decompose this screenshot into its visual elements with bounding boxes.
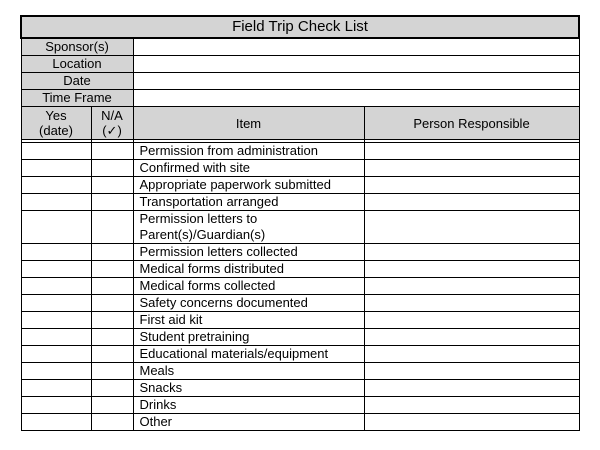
yes-date-header: Yes (date) bbox=[21, 107, 91, 140]
person-responsible-cell[interactable] bbox=[364, 363, 579, 380]
yes-date-cell[interactable] bbox=[21, 261, 91, 278]
na-check-cell[interactable] bbox=[91, 346, 133, 363]
table-row bbox=[21, 380, 579, 397]
sponsor-field[interactable] bbox=[133, 38, 579, 56]
table-row bbox=[21, 397, 579, 414]
info-row-time-frame bbox=[21, 90, 579, 107]
yes-date-cell[interactable] bbox=[21, 414, 91, 431]
item-cell: Meals bbox=[133, 363, 364, 380]
table-row bbox=[21, 278, 579, 295]
yes-date-cell[interactable] bbox=[21, 346, 91, 363]
yes-date-cell[interactable] bbox=[21, 295, 91, 312]
item-header: Item bbox=[133, 107, 364, 140]
field-trip-checklist-table bbox=[20, 15, 580, 431]
na-check-cell[interactable] bbox=[91, 194, 133, 211]
time-frame-field[interactable] bbox=[133, 90, 579, 107]
yes-date-cell[interactable] bbox=[21, 278, 91, 295]
checklist-items bbox=[21, 143, 579, 431]
info-row-location bbox=[21, 56, 579, 73]
yes-date-cell[interactable] bbox=[21, 160, 91, 177]
item-cell: Confirmed with site bbox=[133, 160, 364, 177]
yes-date-cell[interactable] bbox=[21, 329, 91, 346]
na-check-cell[interactable] bbox=[91, 211, 133, 244]
person-responsible-cell[interactable] bbox=[364, 346, 579, 363]
location-label: Location bbox=[21, 56, 133, 73]
person-responsible-cell[interactable] bbox=[364, 414, 579, 431]
table-row bbox=[21, 363, 579, 380]
person-responsible-cell[interactable] bbox=[364, 177, 579, 194]
yes-date-cell[interactable] bbox=[21, 397, 91, 414]
na-check-cell[interactable] bbox=[91, 363, 133, 380]
column-header-row bbox=[21, 107, 579, 140]
table-row bbox=[21, 261, 579, 278]
na-check-cell[interactable] bbox=[91, 295, 133, 312]
item-cell: Permission letters to Parent(s)/Guardian(s) bbox=[133, 211, 364, 244]
item-cell: Transportation arranged bbox=[133, 194, 364, 211]
checklist-title: Field Trip Check List bbox=[21, 16, 579, 38]
yes-date-cell[interactable] bbox=[21, 194, 91, 211]
item-cell: Medical forms collected bbox=[133, 278, 364, 295]
item-cell: Safety concerns documented bbox=[133, 295, 364, 312]
person-responsible-cell[interactable] bbox=[364, 194, 579, 211]
item-cell: Permission from administration bbox=[133, 143, 364, 160]
na-check-cell[interactable] bbox=[91, 177, 133, 194]
table-row bbox=[21, 177, 579, 194]
na-check-cell[interactable] bbox=[91, 278, 133, 295]
na-check-cell[interactable] bbox=[91, 414, 133, 431]
table-row bbox=[21, 211, 579, 244]
table-row bbox=[21, 414, 579, 431]
person-responsible-cell[interactable] bbox=[364, 278, 579, 295]
table-row bbox=[21, 312, 579, 329]
item-cell: Other bbox=[133, 414, 364, 431]
person-responsible-cell[interactable] bbox=[364, 380, 579, 397]
yes-date-cell[interactable] bbox=[21, 312, 91, 329]
date-field[interactable] bbox=[133, 73, 579, 90]
table-row bbox=[21, 244, 579, 261]
person-responsible-cell[interactable] bbox=[364, 244, 579, 261]
na-check-header: N/A (✓) bbox=[91, 107, 133, 140]
table-row bbox=[21, 329, 579, 346]
yes-date-cell[interactable] bbox=[21, 211, 91, 244]
person-responsible-header: Person Responsible bbox=[364, 107, 579, 140]
table-row bbox=[21, 160, 579, 177]
item-cell: Drinks bbox=[133, 397, 364, 414]
item-cell: Medical forms distributed bbox=[133, 261, 364, 278]
table-row bbox=[21, 295, 579, 312]
na-check-cell[interactable] bbox=[91, 143, 133, 160]
person-responsible-cell[interactable] bbox=[364, 312, 579, 329]
item-cell: Appropriate paperwork submitted bbox=[133, 177, 364, 194]
title-row bbox=[21, 16, 579, 38]
item-cell: Snacks bbox=[133, 380, 364, 397]
location-field[interactable] bbox=[133, 56, 579, 73]
table-row bbox=[21, 346, 579, 363]
item-cell: Student pretraining bbox=[133, 329, 364, 346]
na-check-cell[interactable] bbox=[91, 329, 133, 346]
na-check-cell[interactable] bbox=[91, 397, 133, 414]
person-responsible-cell[interactable] bbox=[364, 295, 579, 312]
info-row-date bbox=[21, 73, 579, 90]
item-cell: Educational materials/equipment bbox=[133, 346, 364, 363]
date-label: Date bbox=[21, 73, 133, 90]
yes-date-cell[interactable] bbox=[21, 143, 91, 160]
yes-date-cell[interactable] bbox=[21, 363, 91, 380]
na-check-cell[interactable] bbox=[91, 312, 133, 329]
time-frame-label: Time Frame bbox=[21, 90, 133, 107]
person-responsible-cell[interactable] bbox=[364, 143, 579, 160]
yes-date-cell[interactable] bbox=[21, 380, 91, 397]
person-responsible-cell[interactable] bbox=[364, 397, 579, 414]
person-responsible-cell[interactable] bbox=[364, 329, 579, 346]
na-check-cell[interactable] bbox=[91, 160, 133, 177]
na-check-cell[interactable] bbox=[91, 261, 133, 278]
info-row-sponsor bbox=[21, 38, 579, 56]
sponsor-label: Sponsor(s) bbox=[21, 38, 133, 56]
na-check-cell[interactable] bbox=[91, 380, 133, 397]
table-row bbox=[21, 194, 579, 211]
item-cell: First aid kit bbox=[133, 312, 364, 329]
na-check-cell[interactable] bbox=[91, 244, 133, 261]
person-responsible-cell[interactable] bbox=[364, 211, 579, 244]
yes-date-cell[interactable] bbox=[21, 177, 91, 194]
item-cell: Permission letters collected bbox=[133, 244, 364, 261]
person-responsible-cell[interactable] bbox=[364, 160, 579, 177]
table-row bbox=[21, 143, 579, 160]
yes-date-cell[interactable] bbox=[21, 244, 91, 261]
person-responsible-cell[interactable] bbox=[364, 261, 579, 278]
